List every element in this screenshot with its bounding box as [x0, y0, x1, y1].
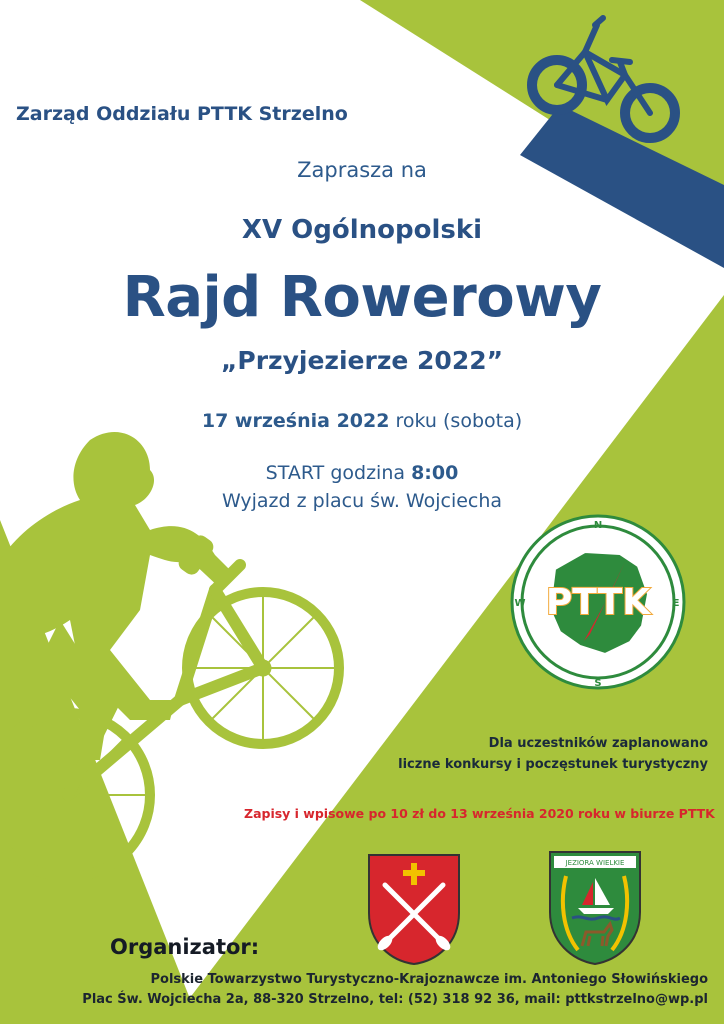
event-date-bold: 17 września 2022 — [201, 410, 390, 432]
compass-n: N — [593, 520, 603, 531]
compass-s: S — [594, 678, 602, 689]
pttk-logo-text: PTTK — [545, 582, 651, 623]
compass-e: E — [672, 598, 680, 609]
emblem-banner-text: JEZIORA WIELKIE — [565, 859, 625, 867]
organizer-contact: Plac Św. Wojciecha 2a, 88-320 Strzelno, tel: (52) 318 92 36, mail: pttkstrzelno@wp.pl — [82, 992, 708, 1007]
event-date — [0, 410, 724, 432]
organizer-unit-heading: Zarząd Oddziału PTTK Strzelno — [16, 103, 348, 125]
compass-w: W — [514, 598, 526, 609]
participants-note-line1: Dla uczestników zaplanowano — [488, 736, 708, 751]
signup-info: Zapisy i wpisowe po 10 zł do 13 września 2020 roku w biurze PTTK — [244, 806, 715, 821]
strzelno-coat-of-arms — [367, 853, 461, 966]
organizer-heading: Organizator: — [110, 935, 260, 959]
departure-text: Wyjazd z placu św. Wojciecha — [221, 490, 503, 512]
start-time-line — [0, 462, 724, 484]
event-subtitle: „Przyjezierze 2022” — [220, 346, 504, 375]
start-time: 8:00 — [411, 462, 459, 484]
jeziora-wielkie-coat-of-arms — [548, 850, 642, 966]
edition-text: XV Ogólnopolski — [241, 215, 483, 245]
event-title: Rajd Rowerowy — [122, 265, 602, 330]
start-prefix: START godzina — [265, 462, 412, 484]
participants-note-line2: liczne konkursy i poczęstunek turystyczny — [398, 757, 708, 772]
organizer-name: Polskie Towarzystwo Turystyczno-Krajoznawcze im. Antoniego Słowińskiego — [150, 972, 708, 987]
event-date-rest: roku (sobota) — [389, 410, 523, 432]
pttk-logo — [510, 514, 686, 690]
invite-text: Zaprasza na — [297, 158, 427, 182]
